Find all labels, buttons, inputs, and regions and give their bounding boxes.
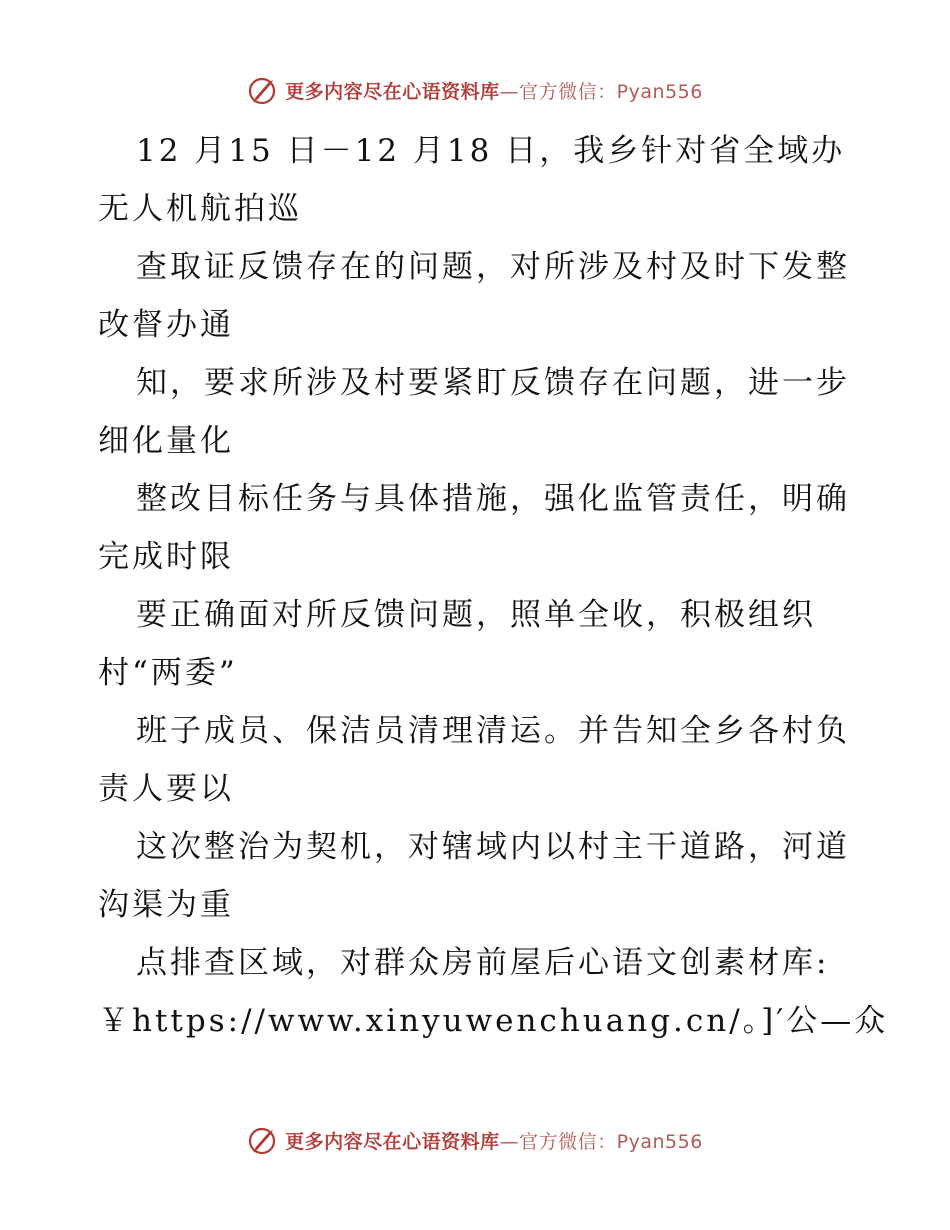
watermark-text bbox=[285, 1127, 703, 1154]
watermark-separator: — bbox=[499, 1130, 520, 1153]
watermark-contact: 官方微信：Pyan556 bbox=[519, 80, 703, 103]
text-line: 点排查区域，对群众房前屋后心语文创素材库: bbox=[136, 945, 830, 981]
text-line: 知，要求所涉及村要紧盯反馈存在问题，进一步 bbox=[136, 365, 850, 401]
quill-pen-seal-icon bbox=[247, 74, 279, 106]
footer-watermark bbox=[0, 1120, 950, 1160]
watermark-brand: 更多内容尽在心语资料库 bbox=[285, 80, 500, 103]
document-body bbox=[98, 122, 889, 1050]
text-line: 细化量化 bbox=[98, 423, 234, 459]
text-line: 要正确面对所反馈问题，照单全收，积极组织 bbox=[136, 597, 816, 633]
text-line: 责人要以 bbox=[98, 771, 234, 807]
text-line: 班子成员、保洁员清理清运。并告知全乡各村负 bbox=[136, 713, 850, 749]
watermark-brand: 更多内容尽在心语资料库 bbox=[285, 1130, 500, 1153]
text-line: 无人机航拍巡 bbox=[98, 191, 302, 227]
watermark-text bbox=[285, 77, 703, 104]
text-line: 查取证反馈存在的问题，对所涉及村及时下发整 bbox=[136, 249, 850, 285]
quill-pen-seal-icon bbox=[247, 1124, 279, 1156]
text-line: 整改目标任务与具体措施，强化监管责任，明确 bbox=[136, 481, 850, 517]
text-line: 12 月15 日－12 月18 日，我乡针对省全域办 bbox=[136, 133, 846, 169]
watermark-contact: 官方微信：Pyan556 bbox=[519, 1130, 703, 1153]
text-line: 村“两委” bbox=[98, 655, 238, 691]
watermark-separator: — bbox=[499, 80, 520, 103]
text-line: ￥https://www.xinyuwenchuang.cn/。]′公—众 bbox=[98, 1003, 889, 1039]
header-watermark bbox=[0, 70, 950, 110]
text-line: 改督办通 bbox=[98, 307, 234, 343]
text-line: 沟渠为重 bbox=[98, 887, 234, 923]
text-line: 完成时限 bbox=[98, 539, 234, 575]
text-line: 这次整治为契机，对辖域内以村主干道路，河道 bbox=[136, 829, 850, 865]
